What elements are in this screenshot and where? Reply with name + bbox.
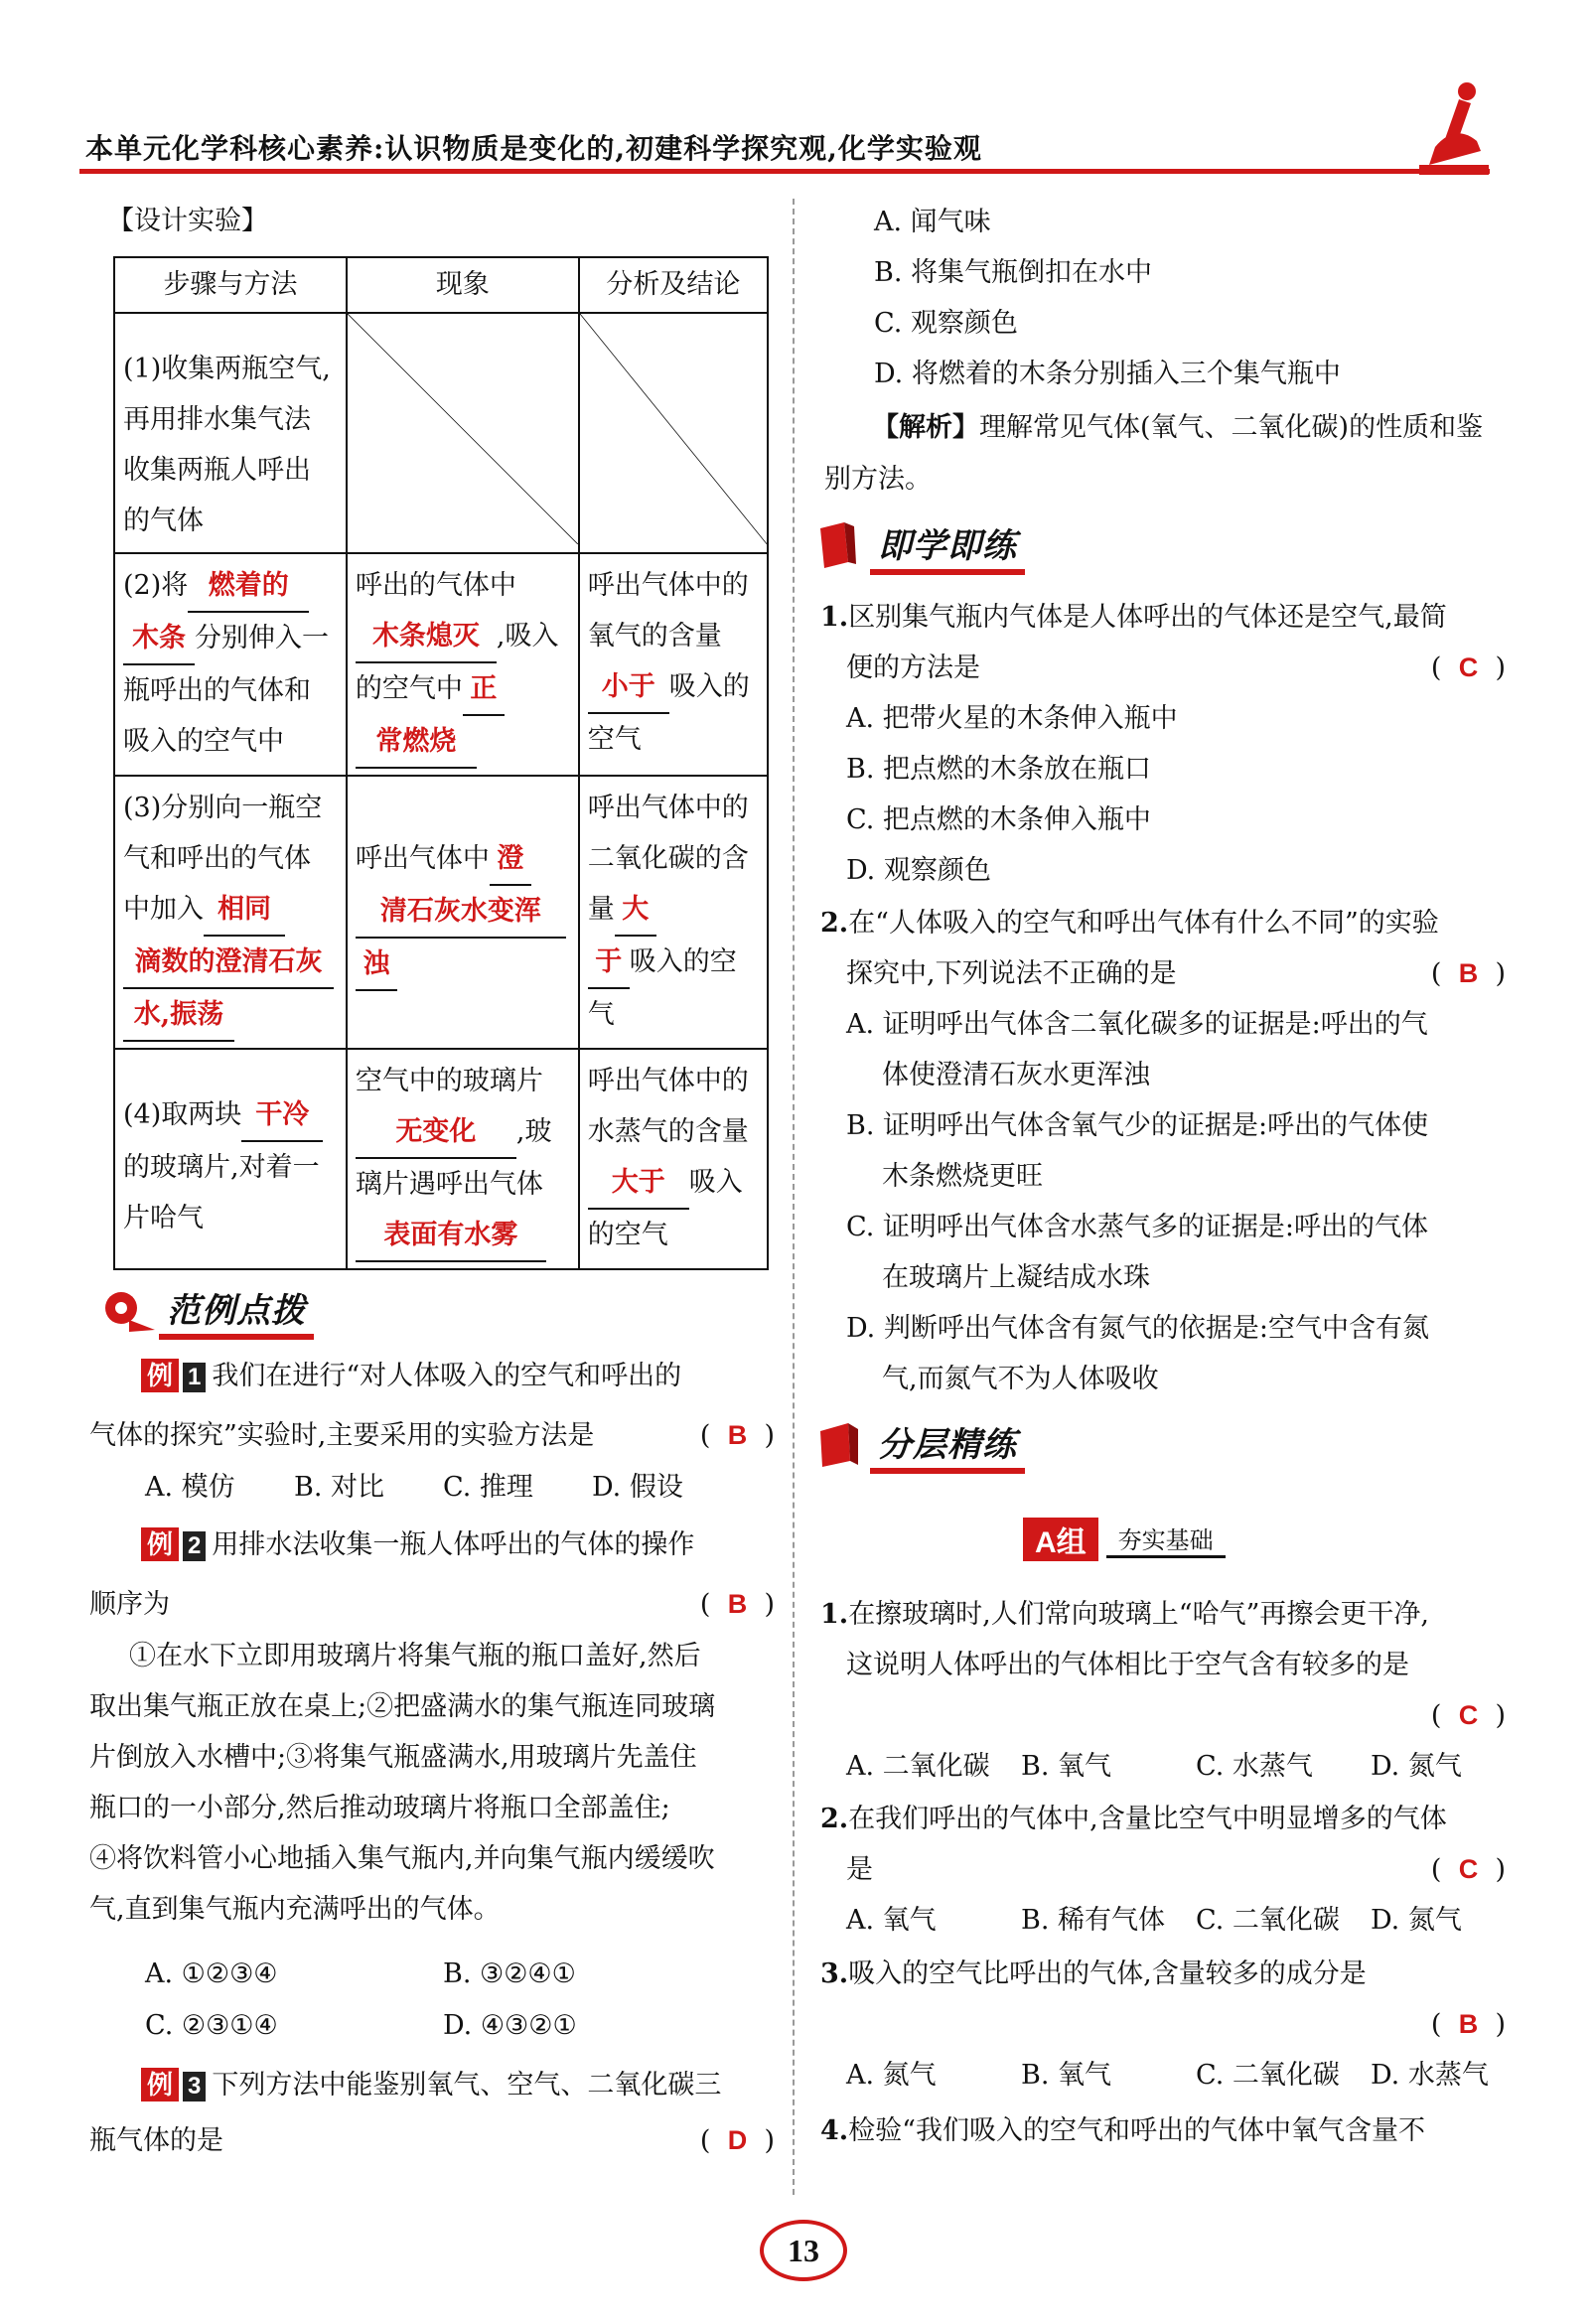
example-number: 3 — [183, 2072, 206, 2102]
example-number: 2 — [183, 1531, 206, 1561]
step-text: (2)将 — [123, 570, 189, 601]
diagonal-line — [348, 314, 578, 544]
option: A. 氧气 — [846, 1905, 937, 1936]
option: C. 二氧化碳 — [1196, 1905, 1340, 1936]
group-question-1 — [820, 1589, 1506, 1792]
answer-paren: ( C ) — [1431, 1844, 1506, 1895]
option: A. 证明呼出气体含二氧化碳多的证据是:呼出的气 — [846, 1009, 1428, 1040]
option: 在玻璃片上凝结成水珠 — [882, 1262, 1150, 1293]
phenomenon-text: ,玻璃片遇呼出气体 — [355, 1116, 552, 1200]
question-number: 1. — [820, 1599, 849, 1630]
option: A. 把带火星的木条伸入瓶中 — [846, 703, 1178, 734]
table-cell — [114, 1049, 347, 1269]
example-1-line2 — [89, 1410, 775, 1461]
analysis-line2: 别方法。 — [824, 464, 932, 495]
group-question-2 — [820, 1794, 1506, 1946]
phenomenon-text: ,吸入的空气中 — [355, 621, 559, 704]
answer-blank: 表面有水雾 — [356, 1210, 546, 1262]
option: D. 氮气 — [1371, 1905, 1462, 1936]
answer-paren: ( D ) — [700, 2115, 775, 2166]
example-label: 例 — [141, 1527, 179, 1561]
option: 体使澄清石灰水更浑浊 — [882, 1060, 1150, 1090]
answer-blank: 燃着的 — [188, 560, 309, 613]
answer-blank: 常燃烧 — [356, 716, 477, 769]
example-text: 顺序为 — [89, 1589, 170, 1620]
answer-blank: 无变化 — [356, 1106, 516, 1159]
group-question-4 — [820, 2105, 1516, 2156]
option: B. ③②④① — [443, 1958, 576, 1989]
option: B. 对比 — [294, 1472, 385, 1503]
option: D. 水蒸气 — [1371, 2060, 1489, 2091]
page-number: 13 — [760, 2220, 847, 2281]
step-text: (4)取两块 — [123, 1099, 242, 1130]
answer-blank: 于 — [588, 937, 630, 989]
option: D. ④③②① — [443, 2010, 577, 2041]
book-icon — [814, 518, 870, 574]
table-header: 分析及结论 — [579, 257, 768, 313]
design-title: 【设计实验】 — [107, 206, 268, 236]
flower-icon — [99, 1286, 159, 1336]
body-line: 气,直到集气瓶内充满呼出的气体。 — [89, 1894, 501, 1925]
option: A. ①②③④ — [145, 1958, 278, 1989]
step-text: (3)分别向一瓶空气和呼出的气体中加入 — [123, 793, 323, 925]
answer-blank: 干冷 — [241, 1089, 323, 1142]
table-header: 现象 — [347, 257, 579, 313]
answer-paren: ( B ) — [1431, 2009, 1506, 2040]
phenomenon-text: 空气中的玻璃片 — [355, 1066, 543, 1096]
example-label: 例 — [141, 2068, 179, 2102]
option: B. 证明呼出气体含氧气少的证据是:呼出的气体使 — [846, 1110, 1429, 1141]
table-cell — [114, 776, 347, 1049]
answer-paren: ( B ) — [700, 1579, 775, 1630]
table-cell — [347, 776, 579, 1049]
question-text: 检验“我们吸入的空气和呼出的气体中氧气含量不 — [848, 2115, 1425, 2146]
experiment-table — [113, 256, 769, 1270]
option: B. 氧气 — [1021, 2060, 1112, 2091]
option: C. 水蒸气 — [1196, 1751, 1313, 1782]
example-text: 下列方法中能鉴别氧气、空气、二氧化碳三 — [212, 2070, 722, 2101]
conclusion-text: 吸入的空气 — [587, 946, 737, 1030]
question-text: 在擦玻璃时,人们常向玻璃上“哈气”再擦会更干净, — [848, 1599, 1429, 1630]
table-cell — [579, 553, 768, 776]
section-banner-examples — [99, 1281, 314, 1340]
table-header: 步骤与方法 — [114, 257, 347, 313]
option: C. ②③①④ — [145, 2010, 278, 2041]
table-header-row — [114, 257, 768, 313]
answer-paren: ( C ) — [1431, 643, 1506, 693]
example-2 — [141, 1520, 777, 1570]
group-question-3 — [820, 1949, 1506, 2101]
question-text: 区别集气瓶内气体是人体呼出的气体还是空气,最简 — [848, 602, 1447, 633]
section-banner-practice — [814, 516, 1025, 575]
option: D. 假设 — [592, 1472, 683, 1503]
option: D. 将燃着的木条分别插入三个集气瓶中 — [874, 359, 1341, 389]
empty-cell — [579, 313, 768, 553]
group-subtitle: 夯实基础 — [1106, 1521, 1226, 1558]
diagonal-line — [580, 314, 767, 544]
question-number: 4. — [820, 2115, 849, 2146]
table-cell — [579, 1049, 768, 1269]
group-heading — [1023, 1518, 1226, 1561]
answer-blank: 清石灰水变浑 — [356, 886, 566, 939]
banner-title: 范例点拨 — [159, 1281, 314, 1340]
question-text: 这说明人体呼出的气体相比于空气含有较多的是 — [846, 1650, 1409, 1680]
option: C. 推理 — [443, 1472, 533, 1503]
option: A. 氮气 — [846, 2060, 937, 2091]
option: A. 二氧化碳 — [846, 1751, 990, 1782]
phenomenon-text: 呼出的气体中 — [355, 570, 516, 601]
table-cell — [579, 776, 768, 1049]
section-banner-layered — [814, 1415, 1025, 1474]
body-line: ④将饮料管小心地插入集气瓶内,并向集气瓶内缓缓吹 — [89, 1843, 715, 1874]
body-line: 瓶口的一小部分,然后推动玻璃片将瓶口全部盖住; — [89, 1793, 670, 1823]
table-row — [114, 776, 768, 1049]
microscope-icon — [1415, 77, 1495, 177]
step-text: 的玻璃片,对着一片哈气 — [123, 1152, 320, 1233]
question-number: 1. — [820, 602, 849, 633]
option: C. 观察颜色 — [874, 308, 1018, 339]
answer-paren: ( B ) — [1431, 948, 1506, 999]
answer-letter: C — [1458, 1854, 1479, 1884]
banner-title: 分层精练 — [870, 1415, 1025, 1474]
option: C. 证明呼出气体含水蒸气多的证据是:呼出的气体 — [846, 1212, 1428, 1242]
example-2-options-2 — [145, 2000, 781, 2051]
answer-letter: B — [1458, 958, 1479, 988]
answer-blank: 浊 — [356, 939, 397, 991]
body-line: ①在水下立即用玻璃片将集气瓶的瓶口盖好,然后 — [129, 1641, 701, 1671]
option: C. 把点燃的木条伸入瓶中 — [846, 804, 1151, 835]
header-rule — [79, 169, 1490, 174]
option: D. 观察颜色 — [846, 855, 991, 886]
answer-letter: C — [1458, 1700, 1479, 1730]
option: B. 稀有气体 — [1021, 1905, 1166, 1936]
answer-blank: 相同 — [204, 884, 285, 937]
group-label: A组 — [1023, 1518, 1098, 1561]
example-text: 气体的探究”实验时,主要采用的实验方法是 — [89, 1420, 595, 1451]
table-cell — [114, 553, 347, 776]
answer-blank: 木条熄灭 — [356, 611, 497, 663]
option: B. 将集气瓶倒扣在水中 — [874, 257, 1153, 288]
banner-title: 即学即练 — [870, 516, 1025, 575]
answer-letter: D — [727, 2125, 748, 2155]
analysis-tag: 【解析】 — [872, 412, 979, 443]
option: A. 闻气味 — [874, 207, 991, 237]
question-text: 探究中,下列说法不正确的是 — [846, 958, 1177, 989]
answer-blank: 正 — [463, 663, 505, 716]
example-2-options-1 — [145, 1949, 781, 1999]
option: 木条燃烧更旺 — [882, 1161, 1043, 1192]
table-cell — [114, 313, 347, 553]
example-2-line2 — [89, 1579, 775, 1630]
table-row — [114, 313, 768, 553]
answer-blank: 滴数的澄清石灰 — [123, 937, 334, 989]
analysis — [872, 402, 1508, 453]
question-text: 吸入的空气比呼出的气体,含量较多的成分是 — [848, 1958, 1367, 1989]
conclusion-text: 呼出气体中的水蒸气的含量 — [587, 1066, 749, 1147]
question-text: 是 — [846, 1854, 873, 1885]
question-number: 2. — [820, 908, 849, 939]
phenomenon-text: 呼出气体中 — [355, 843, 490, 874]
empty-cell — [347, 313, 579, 553]
question-1 — [820, 592, 1506, 896]
example-text: 用排水法收集一瓶人体呼出的气体的操作 — [212, 1529, 695, 1560]
option: D. 氮气 — [1371, 1751, 1462, 1782]
answer-letter: B — [1458, 2009, 1479, 2039]
example-3 — [141, 2060, 787, 2110]
body-line: 取出集气瓶正放在桌上;②把盛满水的集气瓶连同玻璃 — [89, 1691, 716, 1722]
answer-blank: 木条 — [123, 613, 195, 665]
conclusion-text: 吸入的空气 — [587, 671, 750, 755]
question-2 — [820, 898, 1506, 1404]
example-text: 我们在进行“对人体吸入的空气和呼出的 — [212, 1361, 682, 1391]
example-3-options — [874, 197, 1549, 399]
option: B. 氧气 — [1021, 1751, 1112, 1782]
conclusion-text: 呼出气体中的二氧化碳的含量 — [587, 793, 749, 925]
answer-letter: C — [1458, 652, 1479, 682]
question-text: 便的方法是 — [846, 652, 980, 683]
table-cell — [347, 1049, 579, 1269]
answer-blank: 澄 — [490, 833, 531, 886]
answer-blank: 水,振荡 — [123, 989, 234, 1042]
option: B. 把点燃的木条放在瓶口 — [846, 754, 1152, 785]
answer-letter: B — [727, 1420, 748, 1450]
example-1-options — [145, 1462, 781, 1513]
answer-blank: 大 — [615, 884, 656, 937]
answer-paren: ( B ) — [700, 1410, 775, 1461]
option: 气,而氮气不为人体吸收 — [882, 1364, 1159, 1394]
answer-blank: 大于 — [588, 1157, 689, 1210]
option: A. 模仿 — [145, 1472, 235, 1503]
step-text: (1)收集两瓶空气,再用排水集气法收集两瓶人呼出的气体 — [123, 354, 331, 536]
conclusion-text: 呼出气体中的氧气的含量 — [587, 570, 749, 652]
answer-paren: ( C ) — [1431, 1700, 1506, 1731]
example-label: 例 — [141, 1359, 179, 1392]
header-text: 本单元化学科核心素养:认识物质是变化的,初建科学探究观,化学实验观 — [85, 132, 982, 165]
question-text: 在我们呼出的气体中,含量比空气中明显增多的气体 — [848, 1804, 1447, 1834]
example-number: 1 — [183, 1363, 206, 1392]
answer-letter: B — [727, 1589, 748, 1619]
table-cell — [347, 553, 579, 776]
table-row — [114, 1049, 768, 1269]
example-2-body — [89, 1631, 785, 1935]
question-text: 在“人体吸入的空气和呼出气体有什么不同”的实验 — [848, 908, 1439, 939]
step-text: 分别伸入一瓶呼出的气体和吸入的空气中 — [123, 623, 329, 757]
example-1 — [141, 1351, 777, 1401]
analysis-text: 理解常见气体(氧气、二氧化碳)的性质和鉴 — [979, 412, 1484, 443]
book-icon — [814, 1417, 870, 1473]
example-3-line2 — [89, 2115, 775, 2166]
example-text: 瓶气体的是 — [89, 2125, 223, 2156]
option: C. 二氧化碳 — [1196, 2060, 1340, 2091]
question-number: 3. — [820, 1958, 849, 1989]
question-number: 2. — [820, 1804, 849, 1834]
option: D. 判断呼出气体含有氮气的依据是:空气中含有氮 — [846, 1313, 1429, 1344]
answer-blank: 小于 — [588, 661, 669, 714]
column-divider — [793, 199, 795, 2195]
table-row — [114, 553, 768, 776]
conclusion-text: 吸入的空气 — [587, 1167, 743, 1250]
body-line: 片倒放入水槽中;③将集气瓶盛满水,用玻璃片先盖住 — [89, 1742, 697, 1773]
page-header — [79, 117, 1510, 177]
